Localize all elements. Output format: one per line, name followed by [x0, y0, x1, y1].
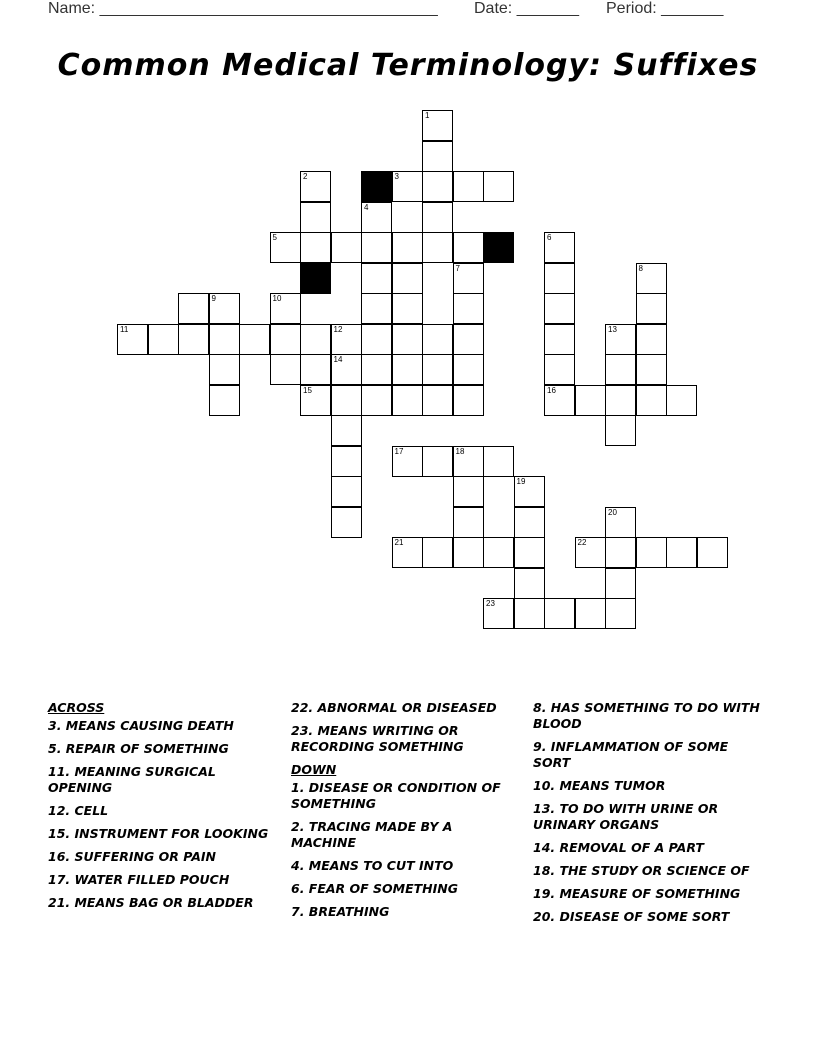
grid-cell[interactable]	[666, 385, 697, 416]
clue-number: 2	[303, 172, 308, 181]
grid-cell[interactable]	[544, 354, 575, 385]
clue-item: 2. TRACING MADE BY A MACHINE	[291, 819, 453, 850]
clue-item: 3. MEANS CAUSING DEATH	[48, 718, 234, 733]
grid-cell[interactable]	[422, 354, 453, 385]
grid-cell[interactable]	[392, 232, 423, 263]
clue-number: 3	[394, 172, 399, 181]
grid-cell[interactable]	[422, 385, 453, 416]
clues-column-2	[291, 700, 521, 927]
across-clues-list-continued	[291, 700, 521, 755]
clue-item: 5. REPAIR OF SOMETHING	[48, 741, 229, 756]
clue-item: 11. MEANING SURGICAL OPENING	[48, 764, 216, 795]
clue-number: 13	[608, 324, 617, 334]
grid-cell[interactable]	[453, 537, 484, 568]
grid-cell[interactable]	[331, 476, 362, 507]
grid-cell[interactable]	[361, 385, 392, 416]
grid-block	[483, 232, 514, 263]
grid-cell[interactable]	[636, 263, 667, 294]
clue-item: 16. SUFFERING OR PAIN	[48, 849, 217, 864]
down-clues-list	[291, 780, 521, 920]
down-heading: DOWN	[291, 762, 337, 777]
grid-cell[interactable]	[636, 385, 667, 416]
grid-cell[interactable]	[636, 324, 667, 355]
clue-number: 20	[608, 507, 617, 517]
grid-cell[interactable]	[605, 568, 636, 599]
grid-cell[interactable]	[361, 232, 392, 263]
clue-item: 23. MEANS WRITING OR RECORDING SOMETHING	[291, 723, 464, 754]
clue-item: 9. INFLAMMATION OF SOME SORT	[533, 739, 729, 770]
grid-cell[interactable]	[666, 537, 697, 568]
grid-cell[interactable]	[209, 324, 240, 355]
clue-number: 22	[577, 538, 587, 547]
grid-cell[interactable]	[361, 354, 392, 385]
grid-cell[interactable]	[392, 324, 423, 355]
grid-cell[interactable]	[453, 446, 484, 477]
clue-number: 4	[364, 202, 369, 212]
grid-cell[interactable]	[270, 293, 301, 324]
clue-item: 6. FEAR OF SOMETHING	[291, 881, 459, 896]
grid-cell[interactable]	[422, 110, 453, 141]
clue-item: 20. DISEASE OF SOME SORT	[533, 909, 730, 924]
clue-number: 7	[455, 263, 460, 273]
clue-item: 13. TO DO WITH URINE OR URINARY ORGANS	[533, 801, 719, 832]
grid-cell[interactable]	[331, 354, 362, 385]
grid-cell[interactable]	[483, 171, 514, 202]
page-title: Common Medical Terminology: Suffixes	[57, 48, 759, 83]
grid-cell[interactable]	[544, 598, 575, 629]
grid-cell[interactable]	[331, 385, 362, 416]
grid-cell[interactable]	[300, 385, 331, 416]
grid-cell[interactable]	[544, 263, 575, 294]
grid-cell[interactable]	[361, 324, 392, 355]
grid-cell[interactable]	[422, 141, 453, 172]
clue-number: 21	[394, 538, 404, 547]
grid-cell[interactable]	[422, 324, 453, 355]
clue-number: 8	[638, 263, 643, 273]
clue-item: 21. MEANS BAG OR BLADDER	[48, 895, 254, 910]
grid-cell[interactable]	[422, 202, 453, 233]
grid-cell[interactable]	[453, 293, 484, 324]
clue-number: 5	[272, 233, 277, 242]
grid-cell[interactable]	[392, 354, 423, 385]
grid-cell[interactable]	[178, 324, 209, 355]
grid-block	[300, 263, 331, 294]
grid-cell[interactable]	[270, 324, 301, 355]
clue-item: 4. MEANS TO CUT INTO	[291, 858, 454, 873]
grid-cell[interactable]	[453, 232, 484, 263]
grid-cell[interactable]	[300, 232, 331, 263]
clue-number: 19	[516, 477, 526, 486]
grid-cell[interactable]	[636, 354, 667, 385]
clue-item: 1. DISEASE OR CONDITION OF SOMETHING	[291, 780, 501, 811]
grid-cell[interactable]	[209, 354, 240, 385]
grid-cell[interactable]	[331, 415, 362, 446]
grid-cell[interactable]	[239, 324, 270, 355]
grid-cell[interactable]	[422, 232, 453, 263]
grid-cell[interactable]	[209, 385, 240, 416]
grid-cell[interactable]	[392, 171, 423, 202]
across-heading: ACROSS	[48, 700, 105, 715]
grid-cell[interactable]	[300, 324, 331, 355]
clues-column-1	[48, 700, 278, 918]
clue-item: 7. BREATHING	[291, 904, 390, 919]
clue-number: 23	[486, 599, 495, 608]
grid-cell[interactable]	[483, 537, 514, 568]
grid-cell[interactable]	[544, 324, 575, 355]
grid-cell[interactable]	[453, 324, 484, 355]
grid-cell[interactable]	[361, 202, 392, 233]
grid-cell[interactable]	[392, 263, 423, 294]
grid-cell[interactable]	[453, 476, 484, 507]
grid-cell[interactable]	[392, 385, 423, 416]
grid-cell[interactable]	[453, 507, 484, 538]
grid-cell[interactable]	[575, 537, 606, 568]
grid-cell[interactable]	[331, 507, 362, 538]
grid-cell[interactable]	[117, 324, 148, 355]
clues-column-3	[533, 700, 763, 932]
grid-cell[interactable]	[514, 476, 545, 507]
grid-cell[interactable]	[422, 537, 453, 568]
clue-item: 22. ABNORMAL OR DISEASED	[291, 700, 497, 715]
grid-cell[interactable]	[392, 446, 423, 477]
grid-cell[interactable]	[300, 171, 331, 202]
grid-cell[interactable]	[422, 171, 453, 202]
clue-number: 18	[455, 446, 465, 456]
date-field[interactable]: Date: _______	[474, 0, 579, 17]
grid-cell[interactable]	[453, 263, 484, 294]
clue-number: 17	[394, 446, 404, 456]
across-clues-list	[48, 718, 278, 911]
clue-item: 12. CELL	[48, 803, 109, 818]
grid-cell[interactable]	[300, 354, 331, 385]
clue-item: 19. MEASURE OF SOMETHING	[533, 886, 741, 901]
grid-cell[interactable]	[514, 507, 545, 538]
clue-number: 1	[425, 111, 430, 120]
grid-cell[interactable]	[575, 598, 606, 629]
down-clues-list-continued	[533, 700, 763, 925]
clue-number: 9	[211, 294, 216, 303]
grid-cell[interactable]	[270, 232, 301, 263]
grid-cell[interactable]	[300, 202, 331, 233]
clue-number: 15	[303, 385, 312, 395]
grid-cell[interactable]	[270, 354, 301, 385]
grid-cell[interactable]	[605, 324, 636, 355]
grid-cell[interactable]	[605, 537, 636, 568]
grid-cell[interactable]	[331, 232, 362, 263]
grid-cell[interactable]	[605, 507, 636, 538]
period-field[interactable]: Period: _______	[606, 0, 724, 17]
clue-number: 6	[547, 233, 552, 242]
grid-cell[interactable]	[331, 446, 362, 477]
name-field[interactable]: Name: ______________________________________	[48, 0, 438, 17]
grid-cell[interactable]	[605, 385, 636, 416]
grid-cell[interactable]	[453, 354, 484, 385]
grid-cell[interactable]	[544, 385, 575, 416]
grid-block	[361, 171, 392, 202]
grid-cell[interactable]	[178, 293, 209, 324]
grid-cell[interactable]	[209, 293, 240, 324]
grid-cell[interactable]	[361, 263, 392, 294]
grid-cell[interactable]	[514, 598, 545, 629]
grid-cell[interactable]	[697, 537, 728, 568]
clue-item: 10. MEANS TUMOR	[533, 778, 666, 793]
grid-cell[interactable]	[544, 232, 575, 263]
grid-cell[interactable]	[605, 354, 636, 385]
clue-item: 15. INSTRUMENT FOR LOOKING	[48, 826, 269, 841]
clue-number: 12	[333, 324, 343, 334]
grid-cell[interactable]	[483, 446, 514, 477]
clue-number: 11	[120, 324, 129, 334]
clue-item: 14. REMOVAL OF A PART	[533, 840, 704, 855]
clue-number: 10	[272, 294, 282, 303]
grid-cell[interactable]	[544, 293, 575, 324]
clue-number: 14	[333, 355, 343, 364]
grid-cell[interactable]	[331, 324, 362, 355]
clue-number: 16	[547, 385, 556, 395]
grid-cell[interactable]	[605, 415, 636, 446]
grid-cell[interactable]	[605, 598, 636, 629]
grid-cell[interactable]	[453, 171, 484, 202]
grid-cell[interactable]	[453, 385, 484, 416]
grid-cell[interactable]	[483, 598, 514, 629]
clue-item: 18. THE STUDY OR SCIENCE OF	[533, 863, 750, 878]
grid-cell[interactable]	[422, 446, 453, 477]
grid-cell[interactable]	[392, 293, 423, 324]
grid-cell[interactable]	[636, 293, 667, 324]
grid-cell[interactable]	[392, 537, 423, 568]
grid-cell[interactable]	[514, 537, 545, 568]
grid-cell[interactable]	[148, 324, 179, 355]
grid-cell[interactable]	[575, 385, 606, 416]
grid-cell[interactable]	[514, 568, 545, 599]
grid-cell[interactable]	[361, 293, 392, 324]
clue-item: 17. WATER FILLED POUCH	[48, 872, 230, 887]
clue-item: 8. HAS SOMETHING TO DO WITH BLOOD	[533, 700, 760, 731]
grid-cell[interactable]	[636, 537, 667, 568]
